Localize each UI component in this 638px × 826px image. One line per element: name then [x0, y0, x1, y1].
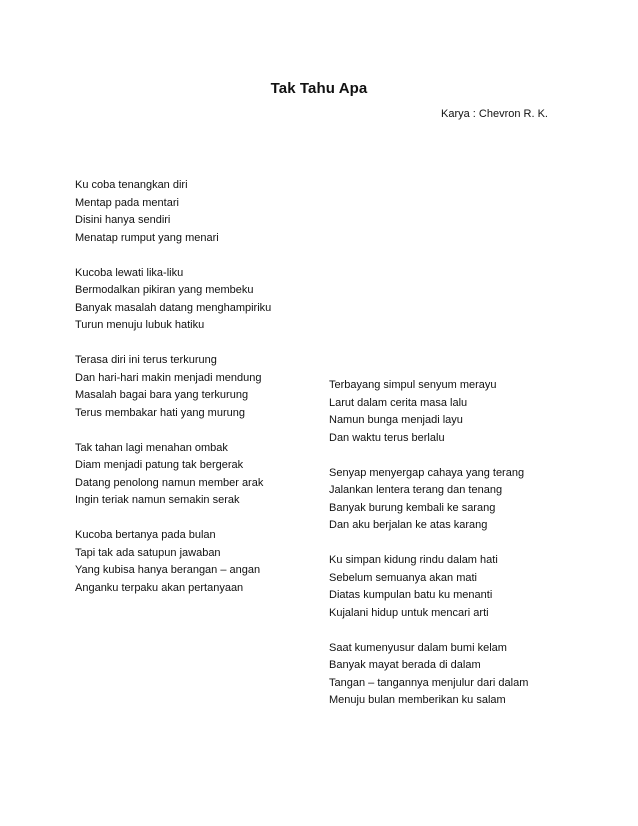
poem-line: Terus membakar hati yang murung: [75, 406, 245, 419]
poem-line: Tak tahan lagi menahan ombak: [75, 441, 228, 454]
poem-line: Saat kumenyusur dalam bumi kelam: [329, 641, 507, 654]
stanza: [75, 265, 271, 335]
poem-line: Anganku terpaku akan pertanyaan: [75, 581, 244, 594]
stanza: [329, 465, 528, 535]
poem-line: Tapi tak ada satupun jawaban: [75, 546, 221, 559]
poem-line: Senyap menyergap cahaya yang terang: [329, 466, 525, 479]
poem-line: Ku simpan kidung rindu dalam hati: [329, 554, 498, 566]
poem-line: Terbayang simpul senyum merayu: [329, 379, 497, 391]
poem-line: Yang kubisa hanya berangan – angan: [75, 564, 261, 576]
stanza: [75, 352, 271, 422]
poem-line: Sebelum semuanya akan mati: [329, 571, 477, 584]
poem-line: Menuju bulan memberikan ku salam: [329, 694, 506, 706]
poem-line: Mentap pada mentari: [75, 196, 179, 209]
poem-line: Kujalani hidup untuk mencari arti: [329, 606, 489, 619]
poem-line: Datang penolong namun member arak: [75, 476, 264, 489]
poem-line: Bermodalkan pikiran yang membeku: [75, 284, 254, 296]
stanza: [329, 552, 528, 622]
stanza: [329, 377, 528, 447]
poem-line: Turun menuju lubuk hatiku: [75, 319, 205, 331]
right-column: [329, 377, 528, 727]
poem-line: Kucoba bertanya pada bulan: [75, 529, 216, 541]
poem-line: Menatap rumput yang menari: [75, 231, 219, 244]
poem-line: Banyak burung kembali ke sarang: [329, 501, 496, 514]
poem-line: Banyak mayat berada di dalam: [329, 659, 481, 671]
poem-line: Larut dalam cerita masa lalu: [329, 396, 468, 409]
poem-line: Disini hanya sendiri: [75, 214, 171, 226]
poem-line: Dan aku berjalan ke atas karang: [329, 519, 488, 531]
poem-line: Terasa diri ini terus terkurung: [75, 354, 217, 366]
poem-line: Kucoba lewati lika-liku: [75, 266, 184, 279]
poem-line: Banyak masalah datang menghampiriku: [75, 301, 272, 314]
poem-line: Diatas kumpulan batu ku menanti: [329, 589, 493, 601]
poem-line: Tangan – tangannya menjulur dari dalam: [329, 676, 529, 689]
poem-line: Masalah bagai bara yang terkurung: [75, 389, 249, 401]
poem-line: Jalankan lentera terang dan tenang: [329, 484, 503, 496]
poem-line: Namun bunga menjadi layu: [329, 414, 463, 426]
poem-line: Dan waktu terus berlalu: [329, 431, 445, 444]
poem-line: Ku coba tenangkan diri: [75, 179, 188, 191]
poem-title: Tak Tahu Apa: [270, 80, 368, 97]
stanza: [75, 440, 271, 510]
author-line: Karya : Chevron R. K.: [441, 108, 548, 120]
poem-line: Dan hari-hari makin menjadi mendung: [75, 371, 262, 384]
stanza: [75, 527, 271, 597]
stanza: [75, 177, 271, 247]
poem-line: Diam menjadi patung tak bergerak: [75, 459, 244, 471]
poem-line: Ingin teriak namun semakin serak: [75, 494, 240, 506]
stanza: [329, 640, 528, 710]
left-column: [75, 177, 271, 615]
